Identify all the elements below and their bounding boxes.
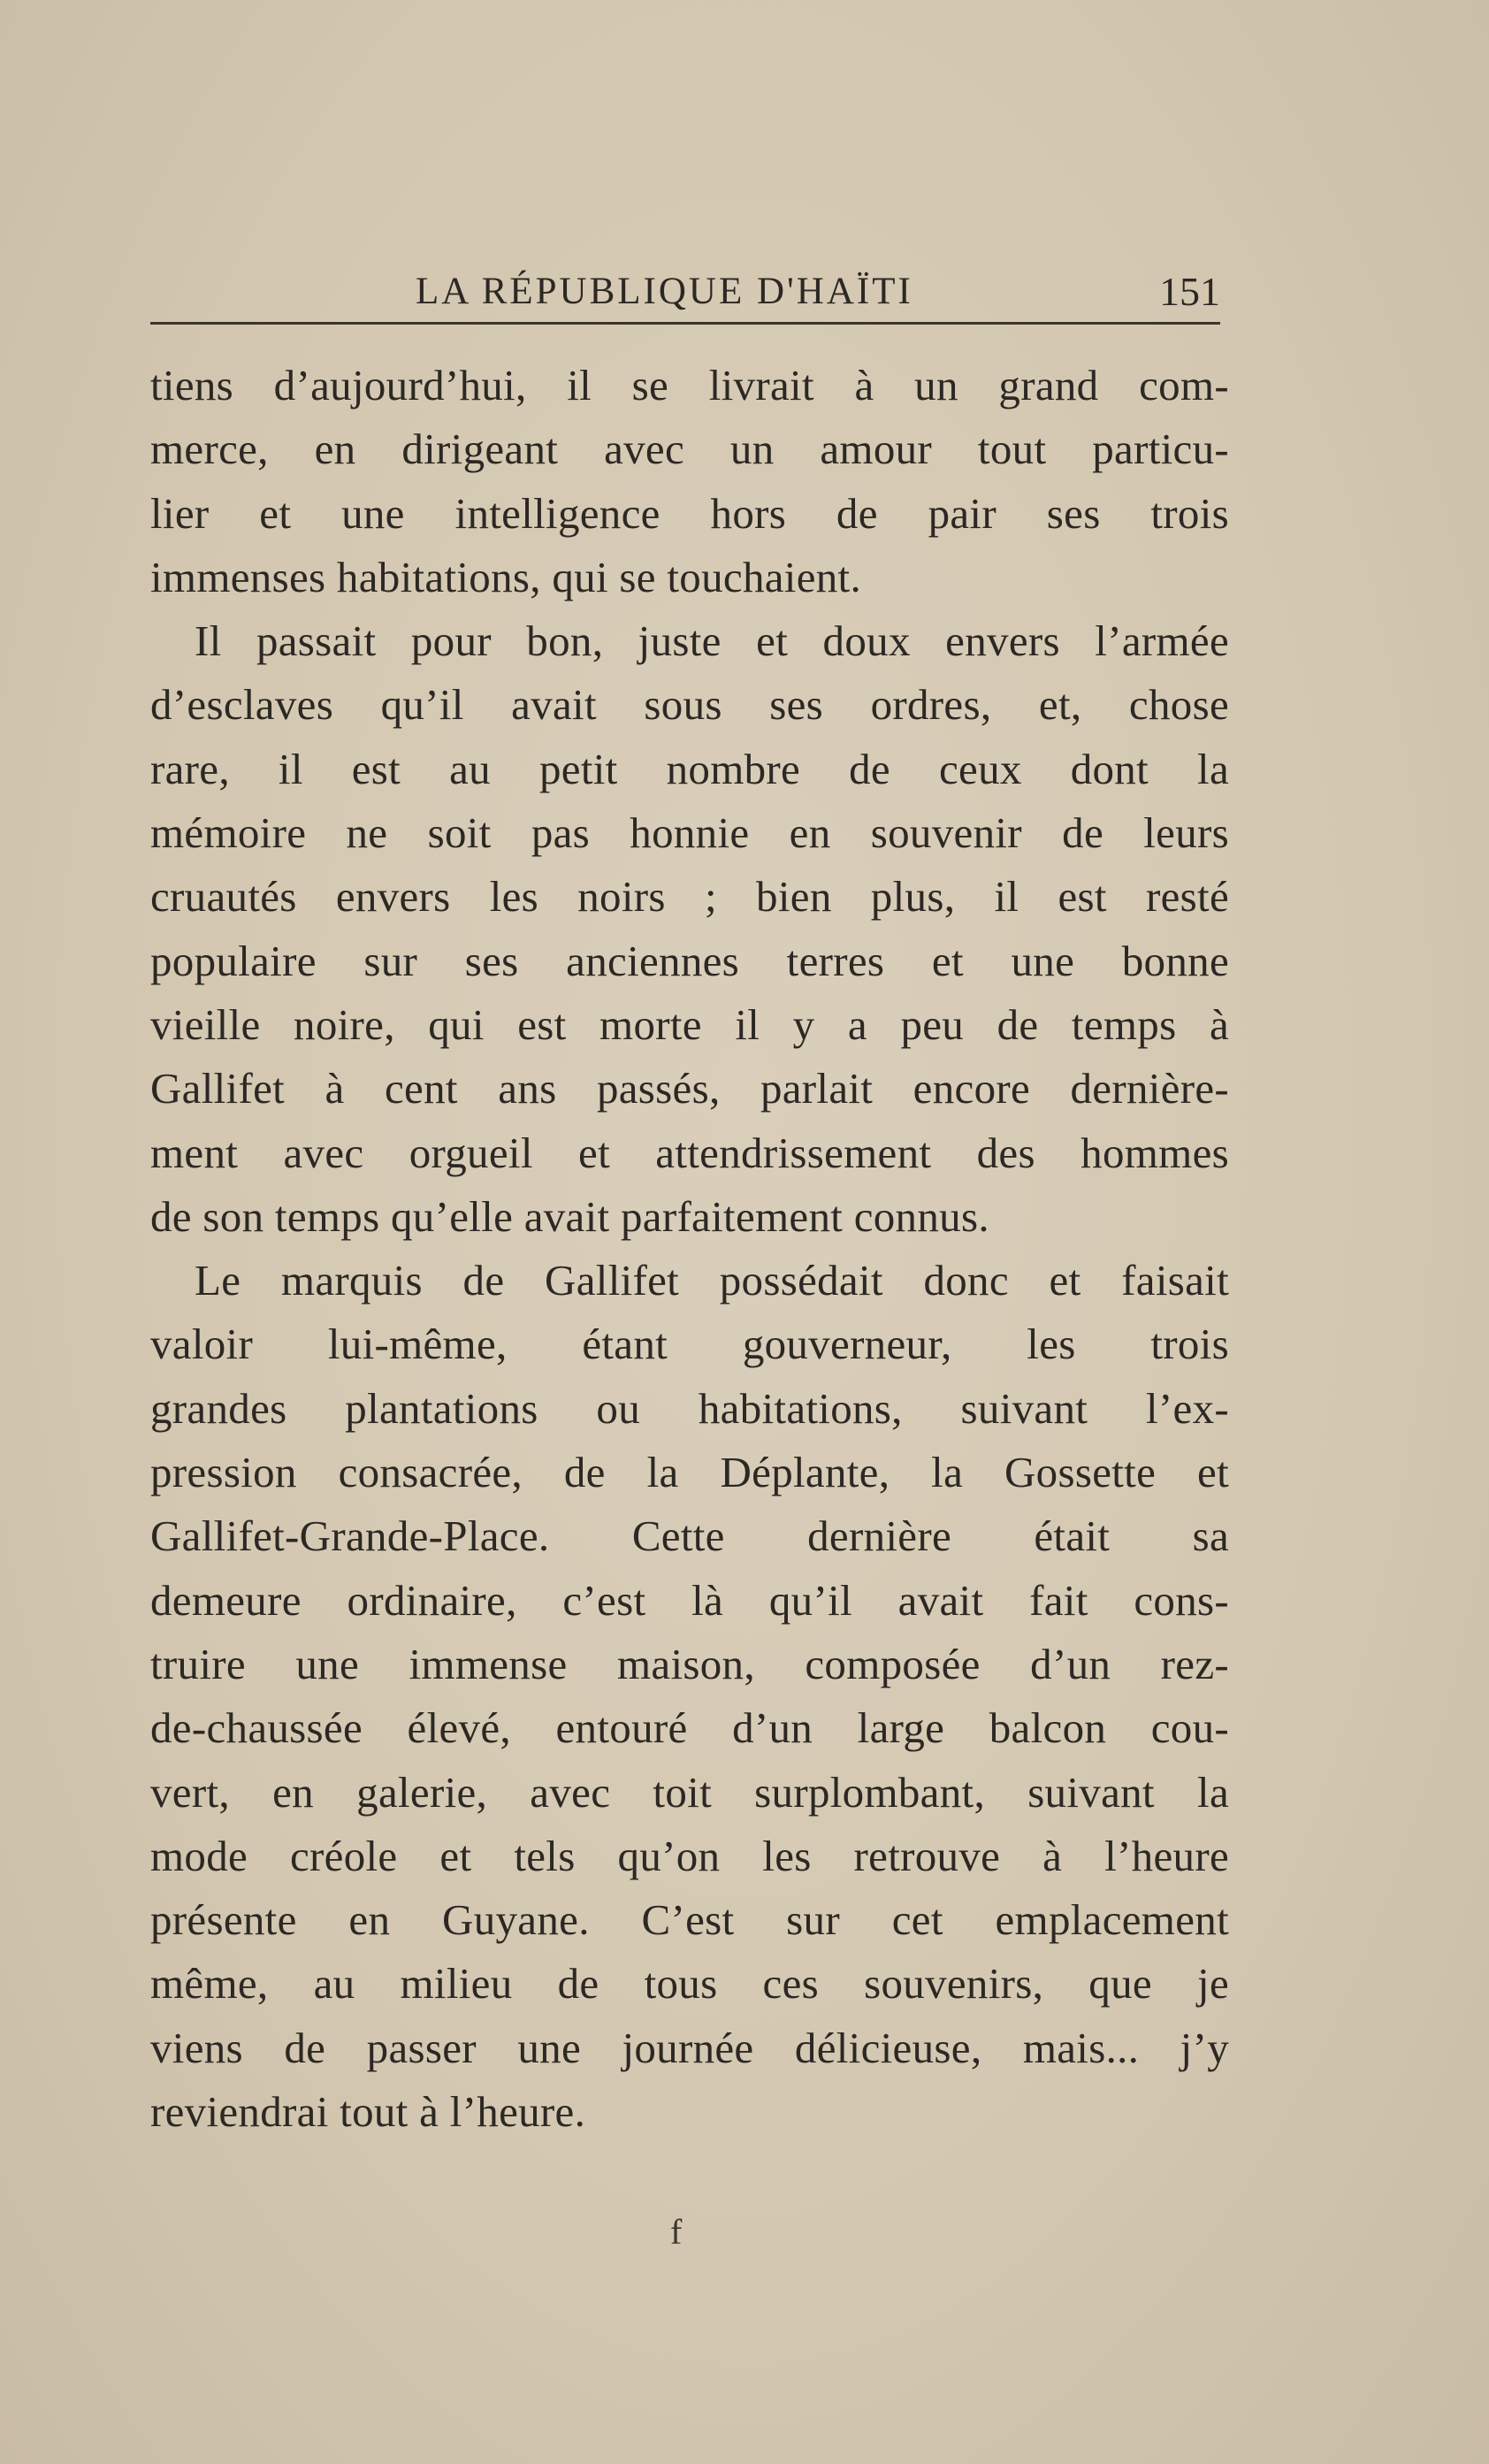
text-line: présente en Guyane. C’est sur cet emplacement (150, 1895, 1229, 1945)
text-line: mémoire ne soit pas honnie en souvenir de leurs (150, 808, 1229, 858)
body-text (150, 354, 1229, 2144)
header-rule (150, 322, 1220, 325)
text-line: rare, il est au petit nombre de ceux dont la (150, 744, 1229, 793)
text-line: immenses habitations, qui se touchaient. (150, 552, 862, 601)
text-line: lier et une intelligence hors de pair ses trois (150, 488, 1229, 538)
text-line: truire une immense maison, composée d’un rez- (150, 1639, 1229, 1688)
running-title: LA RÉPUBLIQUE D'HAÏTI (416, 271, 913, 312)
text-line: reviendrai tout à l’heure. (150, 2087, 586, 2137)
text-line: valoir lui-même, étant gouverneur, les trois (150, 1320, 1229, 1369)
text-line: demeure ordinaire, c’est là qu’il avait fait cons- (150, 1575, 1229, 1625)
text-line: Gallifet-Grande-Place. Cette dernière était sa (150, 1511, 1229, 1561)
text-line: vieille noire, qui est morte il y a peu de temps à (150, 999, 1229, 1049)
text-line: tiens d’aujourd’hui, il se livrait à un grand com- (150, 361, 1229, 409)
paragraph-first-line: Il passait pour bon, juste et doux envers l’armée (195, 616, 1229, 666)
text-line: viens de passer une journée délicieuse, mais... j’y (150, 2023, 1229, 2072)
text-line: mode créole et tels qu’on les retrouve à l’heure (150, 1831, 1229, 1880)
paragraph-first-line: Le marquis de Gallifet possédait donc et faisait (195, 1256, 1229, 1305)
text-line: populaire sur ses anciennes terres et une bonne (150, 936, 1229, 985)
page-number: 151 (1159, 269, 1220, 314)
text-line: grandes plantations ou habitations, suivant l’ex- (150, 1383, 1229, 1433)
text-line: merce, en dirigeant avec un amour tout particu- (150, 425, 1229, 474)
text-line: de son temps qu’elle avait parfaitement connus. (150, 1191, 989, 1241)
text-line: pression consacrée, de la Déplante, la Gossette et (150, 1448, 1229, 1497)
text-line: Gallifet à cent ans passés, parlait encore dernière- (150, 1064, 1229, 1113)
text-line: d’esclaves qu’il avait sous ses ordres, et, chose (150, 680, 1229, 730)
text-line: même, au milieu de tous ces souvenirs, que je (150, 1959, 1229, 2009)
text-line: ment avec orgueil et attendrissement des hommes (150, 1128, 1229, 1177)
text-line: cruautés envers les noirs ; bien plus, il est resté (150, 872, 1229, 922)
text-line: vert, en galerie, avec toit surplombant, suivant la (150, 1767, 1229, 1817)
signature-mark: f (670, 2212, 683, 2252)
text-line: de-chaussée élevé, entouré d’un large balcon cou- (150, 1703, 1229, 1753)
running-head (150, 256, 1220, 327)
